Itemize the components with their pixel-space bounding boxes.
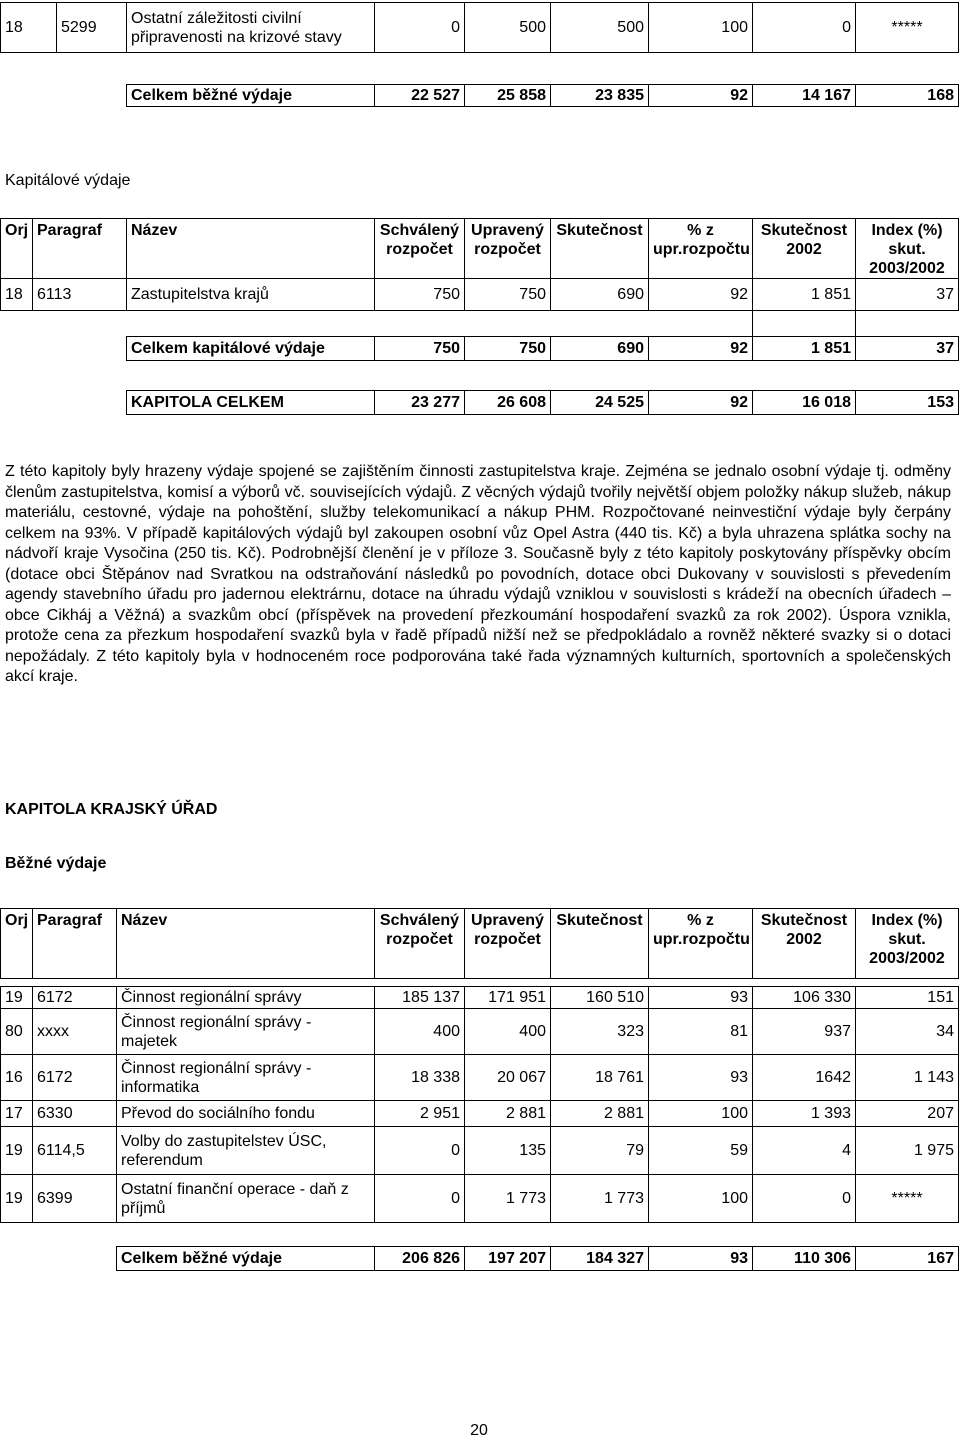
cell-pct: 59 (649, 1127, 753, 1175)
table-row (1, 1175, 959, 1223)
cell-skut2002: 4 (753, 1127, 856, 1175)
table-row (1, 1127, 959, 1175)
header-schvaleny: Schválený rozpočet (375, 219, 465, 279)
table-row (1, 3, 959, 53)
cell-pct: 100 (649, 1175, 753, 1223)
table-row (1, 1055, 959, 1101)
cell-orj: 16 (1, 1055, 33, 1101)
cell-schvaleny: 2 951 (375, 1101, 465, 1127)
cell-paragraf: 6114,5 (33, 1127, 117, 1175)
cell-pct: 92 (649, 279, 753, 311)
chapter-total-skutecnost: 24 525 (551, 391, 649, 415)
total-pct: 92 (649, 85, 753, 107)
cell-nazev: Převod do sociálního fondu (117, 1101, 375, 1127)
cell-index: 207 (856, 1101, 959, 1127)
total-schvaleny: 22 527 (375, 85, 465, 107)
total-label: Celkem běžné výdaje (127, 85, 375, 107)
cell-paragraf: 6330 (33, 1101, 117, 1127)
header-orj: Orj (1, 219, 33, 279)
total-skutecnost: 690 (551, 337, 649, 361)
cell-orj: 80 (1, 1009, 33, 1055)
top-table (0, 2, 959, 107)
cell-schvaleny: 0 (375, 3, 465, 53)
chapter-total-skut2002: 16 018 (753, 391, 856, 415)
chapter-total-pct: 92 (649, 391, 753, 415)
office-table (0, 908, 959, 1271)
cell-schvaleny: 18 338 (375, 1055, 465, 1101)
cell-orj: 18 (1, 3, 57, 53)
total-index: 37 (856, 337, 959, 361)
cell-nazev: Volby do zastupitelstev ÚSC, referendum (117, 1127, 375, 1175)
office-heading: KAPITOLA KRAJSKÝ ÚŘAD (5, 801, 218, 818)
header-paragraf: Paragraf (33, 909, 117, 979)
cell-paragraf: xxxx (33, 1009, 117, 1055)
header-row (1, 219, 959, 279)
cell-orj: 17 (1, 1101, 33, 1127)
body-paragraph: Z této kapitoly byly hrazeny výdaje spojené se zajištěním činnosti zastupitelstva kraje. Zejména se jednalo osobní výdaje tj. odměny členům zastupitelstva, komisí a výborů vč. souvisejících výdajů. Z věcných výdajů tvořily největší objem položky nákup služeb, nákup materiálu, cestovné, výdaje na pohoštění, služby telekomunikací a nákup PHM. Rozpočtované neinvestiční výdaje byly čerpány celkem na 93%. V případě kapitálových výdajů byl zakoupen osobní vůz Opel Astra (440 tis. Kč) a byla uhrazena splátka sochy na nádvoří kraje Vysočina (250 tis. Kč). Podrobnější členění je v příloze 3. Současně byly z této kapitoly poskytovány příspěvky obcím (dotace obci Štěpánov nad Svratkou na odstraňování následků po povodních, dotace obci Dukovany v souvislosti s převedením agendy stavebního úřadu pro jadernou elektrárnu, dotace na úhradu výdajů vzniklou v souvislosti s krádeží na obecních úřadech – obce Cikháj a Věžná) a svazkům obcí (příspěvek na provedení přezkoumání hospodaření svazků za rok 2002). Úspora vznikla, protože cena za přezkum hospodaření svazků byla v řadě případů nižší než se předpokládalo a rovněž některé svazky si o dotaci nepožádaly. Z této kapitoly byla v hodnoceném roce podporována také řada významných kulturních, sportovních a společenských akcí kraje. (5, 463, 951, 685)
header-skutecnost: Skutečnost (551, 219, 649, 279)
header-skut2002: Skutečnost 2002 (753, 909, 856, 979)
chapter-total-index: 153 (856, 391, 959, 415)
header-index: Index (%) skut. 2003/2002 (856, 909, 959, 979)
header-upraveny: Upravený rozpočet (465, 909, 551, 979)
total-upraveny: 750 (465, 337, 551, 361)
total-label: Celkem běžné výdaje (117, 1247, 375, 1271)
header-row (1, 909, 959, 979)
cell-orj: 18 (1, 279, 33, 311)
cell-upraveny: 400 (465, 1009, 551, 1055)
cell-upraveny: 1 773 (465, 1175, 551, 1223)
chapter-total-upraveny: 26 608 (465, 391, 551, 415)
table-row (1, 1101, 959, 1127)
cell-pct: 93 (649, 987, 753, 1009)
chapter-total-label: KAPITOLA CELKEM (127, 391, 375, 415)
header-paragraf: Paragraf (33, 219, 127, 279)
header-pct: % z upr.rozpočtu (649, 909, 753, 979)
total-skutecnost: 184 327 (551, 1247, 649, 1271)
cell-skutecnost: 690 (551, 279, 649, 311)
cell-skut2002: 106 330 (753, 987, 856, 1009)
cell-schvaleny: 185 137 (375, 987, 465, 1009)
cell-skutecnost: 79 (551, 1127, 649, 1175)
cell-index: ***** (856, 1175, 959, 1223)
chapter-total-row (1, 391, 959, 415)
office-subheading: Běžné výdaje (5, 855, 107, 872)
header-nazev: Název (117, 909, 375, 979)
capital-table (0, 218, 959, 415)
cell-skutecnost: 160 510 (551, 987, 649, 1009)
header-skut2002: Skutečnost 2002 (753, 219, 856, 279)
cell-index: 1 975 (856, 1127, 959, 1175)
chapter-total-schvaleny: 23 277 (375, 391, 465, 415)
cell-pct: 81 (649, 1009, 753, 1055)
capital-heading: Kapitálové výdaje (5, 172, 131, 189)
total-upraveny: 197 207 (465, 1247, 551, 1271)
cell-paragraf: 6172 (33, 987, 117, 1009)
cell-upraveny: 500 (465, 3, 551, 53)
header-pct: % z upr.rozpočtu (649, 219, 753, 279)
cell-skutecnost: 1 773 (551, 1175, 649, 1223)
cell-nazev: Činnost regionální správy - majetek (117, 1009, 375, 1055)
cell-nazev: Ostatní finanční operace - daň z příjmů (117, 1175, 375, 1223)
cell-paragraf: 6399 (33, 1175, 117, 1223)
cell-skut2002: 1 851 (753, 279, 856, 311)
cell-skut2002: 0 (753, 3, 856, 53)
cell-upraveny: 135 (465, 1127, 551, 1175)
cell-paragraf: 6172 (33, 1055, 117, 1101)
cell-index: 34 (856, 1009, 959, 1055)
cell-index: 37 (856, 279, 959, 311)
cell-nazev: Činnost regionální správy - informatika (117, 1055, 375, 1101)
cell-skut2002: 1642 (753, 1055, 856, 1101)
header-skutecnost: Skutečnost (551, 909, 649, 979)
cell-index: 151 (856, 987, 959, 1009)
cell-skut2002: 937 (753, 1009, 856, 1055)
cell-paragraf: 6113 (33, 279, 127, 311)
header-upraveny: Upravený rozpočet (465, 219, 551, 279)
header-orj: Orj (1, 909, 33, 979)
cell-orj: 19 (1, 987, 33, 1009)
total-schvaleny: 750 (375, 337, 465, 361)
cell-index: ***** (856, 3, 959, 53)
cell-pct: 100 (649, 1101, 753, 1127)
total-pct: 92 (649, 337, 753, 361)
cell-nazev: Zastupitelstva krajů (127, 279, 375, 311)
table-row (1, 1009, 959, 1055)
cell-skut2002: 1 393 (753, 1101, 856, 1127)
cell-pct: 100 (649, 3, 753, 53)
total-index: 168 (856, 85, 959, 107)
total-row (1, 85, 959, 107)
total-upraveny: 25 858 (465, 85, 551, 107)
cell-nazev: Činnost regionální správy (117, 987, 375, 1009)
cell-schvaleny: 750 (375, 279, 465, 311)
total-skut2002: 1 851 (753, 337, 856, 361)
header-index: Index (%) skut. 2003/2002 (856, 219, 959, 279)
cell-index: 1 143 (856, 1055, 959, 1101)
cell-skutecnost: 323 (551, 1009, 649, 1055)
cell-skutecnost: 500 (551, 3, 649, 53)
cell-paragraf: 5299 (57, 3, 127, 53)
total-index: 167 (856, 1247, 959, 1271)
cell-skut2002: 0 (753, 1175, 856, 1223)
cell-skutecnost: 2 881 (551, 1101, 649, 1127)
cell-orj: 19 (1, 1127, 33, 1175)
cell-schvaleny: 400 (375, 1009, 465, 1055)
table-row (1, 279, 959, 311)
header-nazev: Název (127, 219, 375, 279)
cell-upraveny: 171 951 (465, 987, 551, 1009)
total-skutecnost: 23 835 (551, 85, 649, 107)
total-row (1, 1247, 959, 1271)
cell-upraveny: 20 067 (465, 1055, 551, 1101)
total-label: Celkem kapitálové výdaje (127, 337, 375, 361)
cell-skutecnost: 18 761 (551, 1055, 649, 1101)
total-row (1, 337, 959, 361)
cell-pct: 93 (649, 1055, 753, 1101)
page-number: 20 (470, 1422, 488, 1439)
total-skut2002: 14 167 (753, 85, 856, 107)
cell-orj: 19 (1, 1175, 33, 1223)
total-pct: 93 (649, 1247, 753, 1271)
table-row (1, 987, 959, 1009)
total-skut2002: 110 306 (753, 1247, 856, 1271)
cell-nazev: Ostatní záležitosti civilní připravenosti na krizové stavy (127, 3, 375, 53)
header-schvaleny: Schválený rozpočet (375, 909, 465, 979)
total-schvaleny: 206 826 (375, 1247, 465, 1271)
cell-schvaleny: 0 (375, 1175, 465, 1223)
cell-schvaleny: 0 (375, 1127, 465, 1175)
cell-upraveny: 750 (465, 279, 551, 311)
cell-upraveny: 2 881 (465, 1101, 551, 1127)
